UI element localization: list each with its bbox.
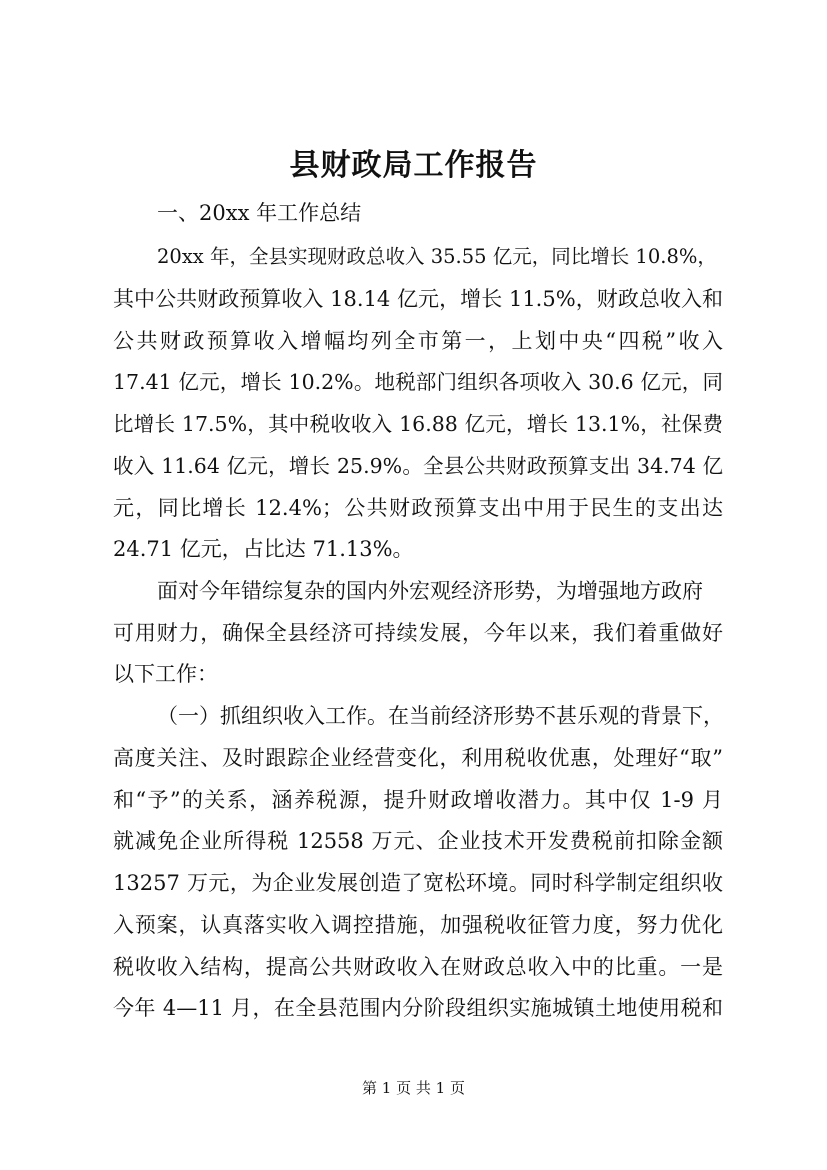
- paragraph-line: 20xx 年，全县实现财政总收入 35.55 亿元，同比增长 10.8%，: [157, 245, 717, 268]
- paragraph-line: 以下工作：: [113, 662, 218, 686]
- paragraph-line: （一）抓组织收入工作。在当前经济形势不甚乐观的背景下，: [157, 704, 724, 728]
- paragraph-line: 比增长 17.5%，其中税收收入 16.88 亿元，增长 13.1%，社保费: [113, 412, 723, 436]
- page-footer: 第 1 页 共 1 页: [362, 1079, 465, 1097]
- section-heading: 一、20xx 年工作总结: [157, 201, 362, 225]
- paragraph-line: 高度关注、及时跟踪企业经营变化，利用税收优惠，处理好“取”: [113, 746, 723, 770]
- paragraph-line: 就减免企业所得税 12558 万元、企业技术开发费税前扣除金额: [113, 829, 723, 853]
- paragraph-line: 收入 11.64 亿元，增长 25.9%。全县公共财政预算支出 34.74 亿: [113, 454, 723, 478]
- paragraph-line: 税收收入结构，提高公共财政收入在财政总收入中的比重。一是: [113, 955, 723, 979]
- paragraph-line: 17.41 亿元，增长 10.2%。地税部门组织各项收入 30.6 亿元，同: [113, 370, 723, 394]
- paragraph-line: 13257 万元，为企业发展创造了宽松环境。同时科学制定组织收: [113, 871, 723, 895]
- paragraph-line: 面对今年错综复杂的国内外宏观经济形势，为增强地方政府: [157, 579, 703, 603]
- paragraph-line: 入预案，认真落实收入调控措施，加强税收征管力度，努力优化: [113, 913, 723, 937]
- paragraph-line: 可用财力，确保全县经济可持续发展，今年以来，我们着重做好: [113, 621, 723, 645]
- paragraph-line: 元，同比增长 12.4%；公共财政预算支出中用于民生的支出达: [113, 496, 723, 520]
- paragraph-line: 公共财政预算收入增幅均列全市第一，上划中央“四税”收入: [113, 329, 723, 353]
- document-title: 县财政局工作报告: [289, 148, 538, 183]
- paragraph-line: 和“予”的关系，涵养税源，提升财政增收潜力。其中仅 1-9 月: [113, 788, 723, 812]
- paragraph-line: 24.71 亿元，占比达 71.13%。: [113, 537, 414, 561]
- paragraph-line: 其中公共财政预算收入 18.14 亿元，增长 11.5%，财政总收入和: [113, 287, 723, 311]
- paragraph-line: 今年 4—11 月，在全县范围内分阶段组织实施城镇土地使用税和: [113, 996, 723, 1020]
